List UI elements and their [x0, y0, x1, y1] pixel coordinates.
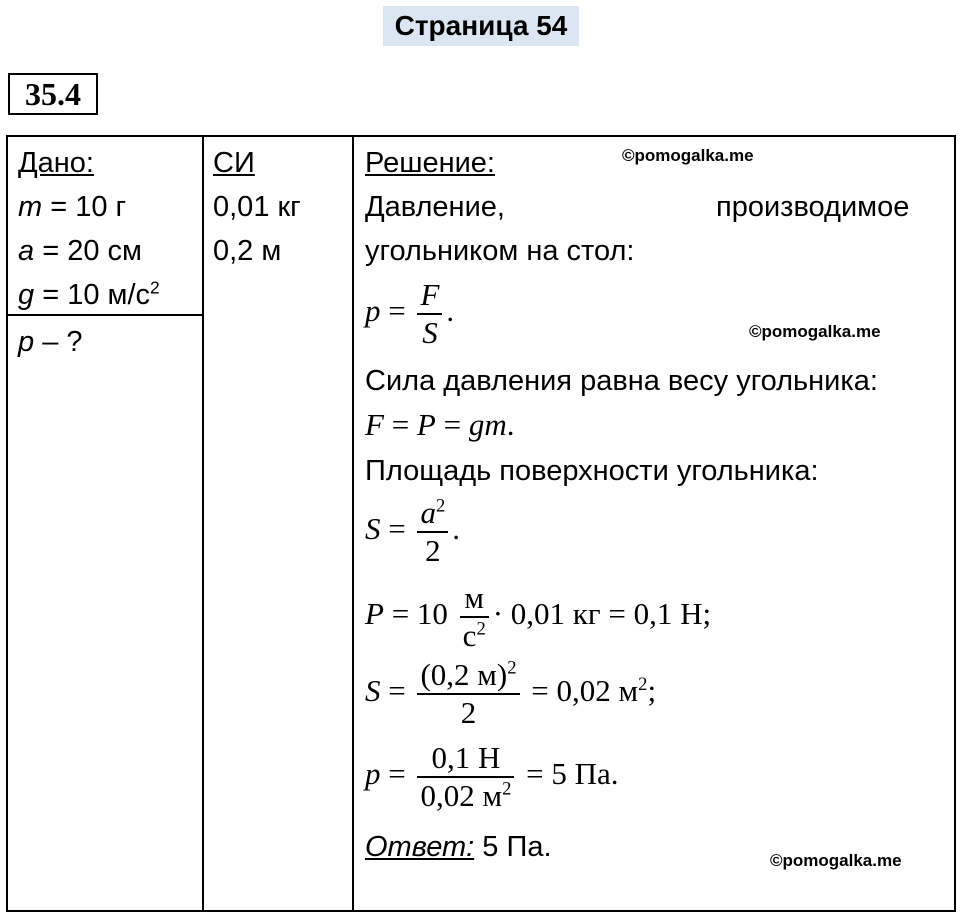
fraction: $\frac{м}{с^2}$: [460, 580, 489, 654]
solution-intro-word1: Давление,: [365, 191, 505, 223]
fraction: $\frac{(0,2 м)^2}{2}$: [417, 657, 519, 731]
solution-table: [6, 135, 956, 912]
solution-text-area: Площадь поверхности угольника:: [365, 455, 819, 487]
fraction: $\frac{a^2}{2}$: [417, 495, 448, 569]
watermark: ©pomogalka.me: [770, 851, 902, 870]
find-quantity: p – ?: [18, 326, 83, 358]
page-title: Страница 54: [383, 6, 579, 46]
formula-pressure: p = $\frac{F}{S}$ .: [365, 277, 455, 350]
fraction: $\frac{0,1 Н}{0,02 м^2}$: [417, 740, 514, 814]
column-divider-given: [202, 137, 204, 910]
si-header: СИ: [213, 147, 255, 179]
formula-area-value: S = $\frac{(0,2 м)^2}{2}$ = 0,02 $м^2$;: [365, 657, 657, 730]
solution-intro-word2: производимое: [716, 191, 910, 223]
answer-value: 5 Па.: [474, 831, 552, 863]
si-mass: 0,01 кг: [213, 191, 301, 223]
given-side: a = 20 см: [18, 235, 142, 267]
watermark: ©pomogalka.me: [749, 322, 881, 341]
solution-header: Решение:: [365, 147, 495, 179]
given-gravity: g = 10 $м/с^2$: [18, 277, 160, 311]
solution-text-force: Сила давления равна весу угольника:: [365, 365, 878, 397]
formula-pressure-value: p = $\frac{0,1 Н}{0,02 м^2}$ = 5 Па.: [365, 740, 619, 813]
solution-intro-line2: угольником на стол:: [365, 235, 635, 267]
formula-force: F = P = gm.: [365, 407, 515, 442]
given-mass: m = 10 г: [18, 191, 127, 223]
given-header: Дано:: [18, 147, 94, 179]
task-number: 35.4: [8, 73, 98, 115]
column-divider-si: [352, 137, 354, 910]
given-column: [18, 141, 160, 317]
si-side: 0,2 м: [213, 235, 282, 267]
answer-label: Ответ:: [365, 831, 475, 863]
si-column: [213, 141, 301, 273]
answer: [365, 825, 552, 869]
watermark: ©pomogalka.me: [622, 146, 754, 165]
formula-weight: P = 10 $\frac{м}{с^2}$ · 0,01 кг = 0,1 Н;: [365, 580, 712, 653]
formula-area: S = $\frac{a^2}{2}$ .: [365, 495, 461, 568]
fraction: $\frac{F}{S}$: [417, 277, 442, 351]
